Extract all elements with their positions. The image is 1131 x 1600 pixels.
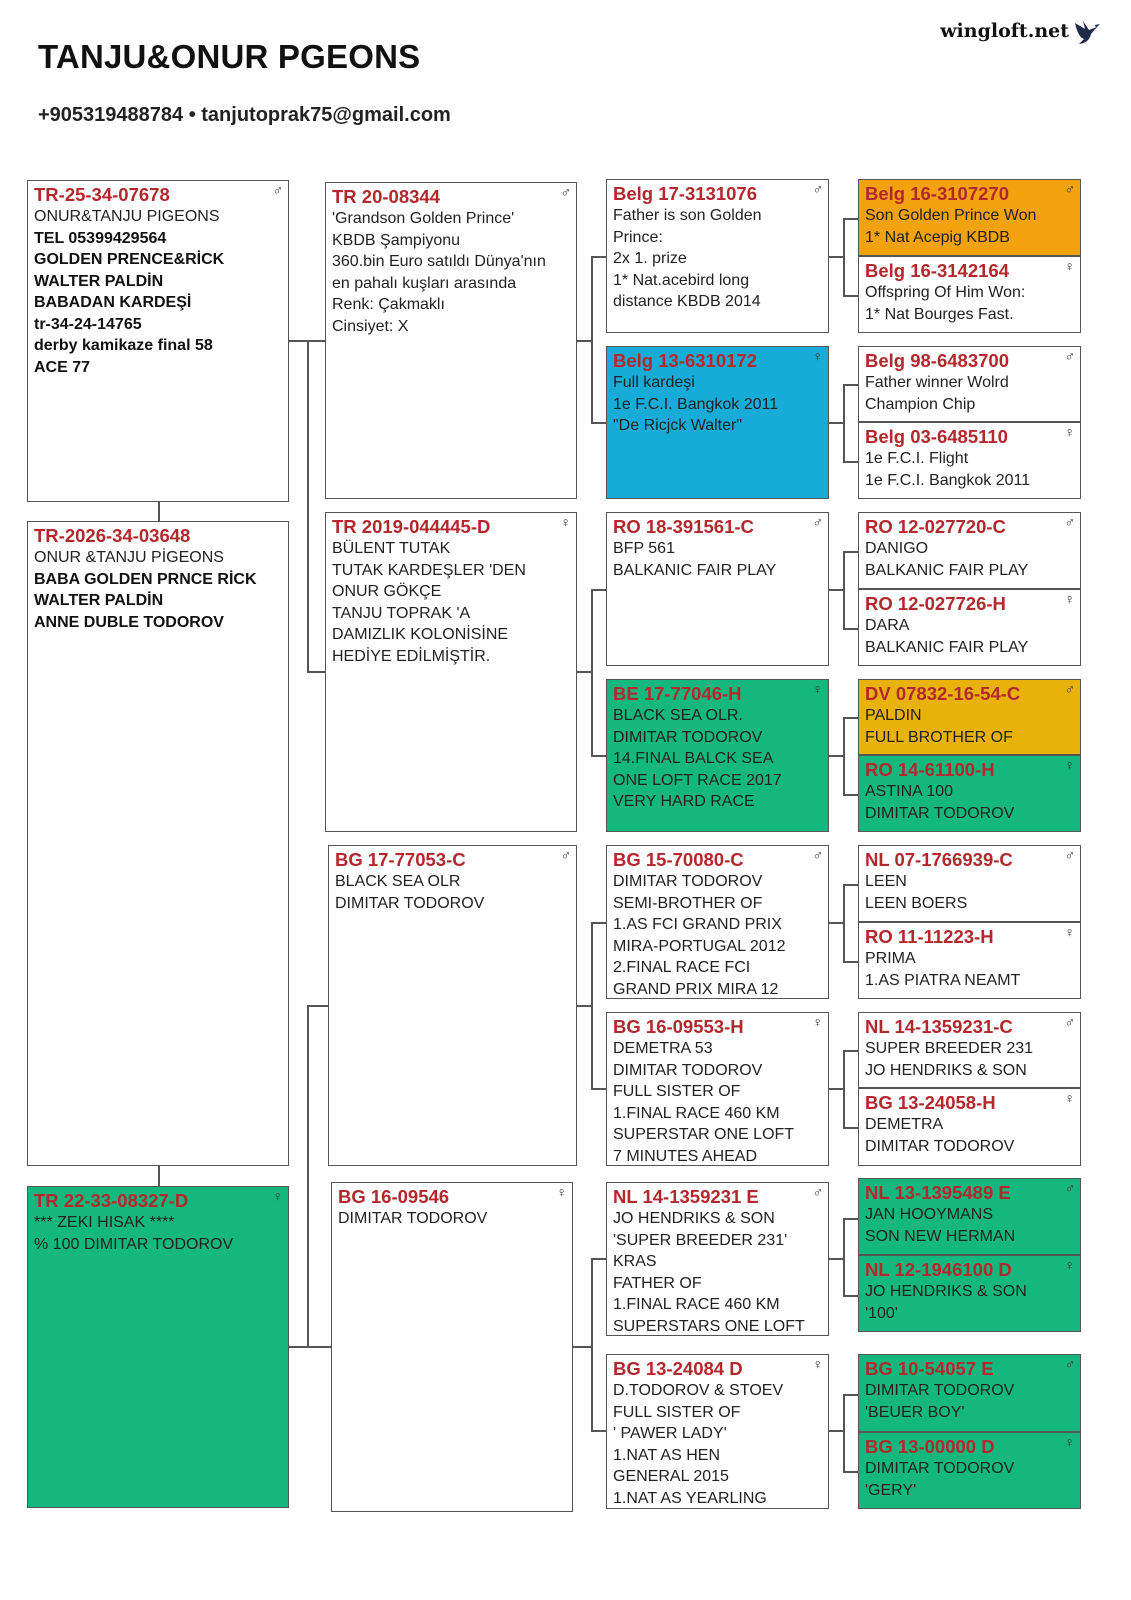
info-line: '100' bbox=[865, 1304, 898, 1322]
ring-number: BE 17-77046-H bbox=[613, 683, 742, 704]
info-line: FULL SISTER OF bbox=[613, 1083, 741, 1100]
connector-line bbox=[828, 1430, 844, 1432]
pigeon-card-g4-1[interactable] bbox=[858, 179, 1081, 256]
pigeon-card-g3-5[interactable] bbox=[606, 845, 829, 999]
ring-number: TR 22-33-08327-D bbox=[34, 1190, 189, 1211]
connector-line bbox=[843, 1050, 845, 1128]
info-line: 1e F.C.I. Bangkok 2011 bbox=[865, 471, 1031, 489]
info-line: Father winner Wolrd bbox=[865, 374, 1009, 391]
female-icon: ♀ bbox=[1064, 258, 1075, 274]
info-line: 2.FINAL RACE FCI bbox=[613, 959, 751, 976]
ring-number: TR 2019-044445-D bbox=[332, 516, 491, 537]
info-line: DIMITAR TODOROV bbox=[865, 1137, 1015, 1155]
connector-line bbox=[843, 461, 858, 463]
info-line: LEEN BOERS bbox=[865, 894, 968, 912]
info-line: DIMITAR TODOROV bbox=[613, 1061, 763, 1079]
ring-number: Belg 16-3107270 bbox=[865, 183, 1009, 204]
pigeon-card-g4-11[interactable] bbox=[858, 1012, 1081, 1088]
female-icon: ♀ bbox=[1064, 424, 1075, 440]
female-icon: ♀ bbox=[812, 1014, 823, 1030]
info-line: DIMITAR TODOROV bbox=[865, 1460, 1015, 1477]
info-line: ACE 77 bbox=[34, 358, 91, 376]
info-line: distance KBDB 2014 bbox=[613, 293, 761, 310]
male-icon: ♂ bbox=[272, 182, 283, 198]
info-line: en pahalı kuşları arasında bbox=[332, 274, 517, 292]
connector-line bbox=[843, 218, 845, 296]
connector-line bbox=[843, 1295, 858, 1297]
pigeon-card-g4-8[interactable] bbox=[858, 755, 1081, 832]
info-line: BALKANIC FAIR PLAY bbox=[865, 561, 1029, 579]
connector-line bbox=[288, 340, 308, 342]
ring-number: DV 07832-16-54-C bbox=[865, 683, 1021, 704]
info-line: derby kamikaze final 58 bbox=[34, 337, 213, 354]
info-line: VERY HARD RACE bbox=[613, 793, 755, 810]
pigeon-card-sibling[interactable] bbox=[27, 521, 289, 1166]
connector-line bbox=[828, 422, 844, 424]
ring-number: NL 14-1359231 E bbox=[613, 1186, 759, 1207]
pigeon-card-g4-14[interactable] bbox=[858, 1255, 1081, 1332]
connector-line bbox=[307, 671, 325, 673]
ring-number: Belg 13-6310172 bbox=[613, 350, 757, 371]
connector-line bbox=[288, 1346, 308, 1348]
info-line: 1.AS PIATRA NEAMT bbox=[865, 971, 1021, 989]
connector-line bbox=[591, 1258, 606, 1260]
connector-line bbox=[843, 295, 858, 297]
info-line: SUPERSTARS ONE LOFT bbox=[613, 1317, 805, 1335]
info-line: BABADAN KARDEŞİ bbox=[34, 294, 192, 311]
info-line: Offspring Of Him Won: bbox=[865, 284, 1026, 301]
connector-line bbox=[591, 1258, 593, 1431]
info-line: 'BEUER BOY' bbox=[865, 1403, 965, 1421]
pigeon-card-dam[interactable] bbox=[325, 512, 577, 832]
info-line: DEMETRA 53 bbox=[613, 1040, 713, 1057]
connector-line bbox=[307, 340, 309, 672]
ring-number: RO 11-11223-H bbox=[865, 926, 994, 947]
connector-line bbox=[591, 1088, 606, 1090]
female-icon: ♀ bbox=[812, 348, 823, 364]
info-line: ONUR GÖKÇE bbox=[332, 583, 442, 600]
info-line: 'SUPER BREEDER 231' bbox=[613, 1231, 788, 1249]
male-icon: ♂ bbox=[560, 184, 571, 200]
connector-line bbox=[843, 884, 845, 962]
info-line: 1* Nat Acepig KBDB bbox=[865, 228, 1010, 246]
ring-number: Belg 17-3131076 bbox=[613, 183, 757, 204]
info-line: FULL BROTHER OF bbox=[865, 728, 1013, 746]
connector-line bbox=[843, 1218, 845, 1296]
ring-number: BG 15-70080-C bbox=[613, 849, 744, 870]
pigeon-card-dam-main[interactable] bbox=[27, 1186, 289, 1508]
info-line: 14.FINAL BALCK SEA bbox=[613, 750, 774, 767]
info-line: DIMITAR TODOROV bbox=[335, 894, 485, 912]
connector-line bbox=[307, 1005, 309, 1347]
connector-line bbox=[843, 794, 858, 796]
info-line: 1.FINAL RACE 460 KM bbox=[613, 1104, 780, 1122]
pigeon-card-g2-3[interactable] bbox=[328, 845, 577, 1166]
connector-line bbox=[158, 1164, 160, 1186]
info-line: BÜLENT TUTAK bbox=[332, 540, 451, 557]
info-line: Renk: Çakmaklı bbox=[332, 296, 445, 313]
ring-number: NL 12-1946100 D bbox=[865, 1259, 1012, 1280]
info-line: JO HENDRIKS & SON bbox=[613, 1210, 775, 1227]
pigeon-card-g2-4[interactable] bbox=[331, 1182, 573, 1512]
ring-number: BG 13-24058-H bbox=[865, 1092, 996, 1113]
female-icon: ♀ bbox=[1064, 1434, 1075, 1450]
contact-info: +905319488784 • tanjutoprak75@gmail.com bbox=[38, 104, 451, 126]
info-line: 7 MINUTES AHEAD bbox=[613, 1147, 758, 1165]
connector-line bbox=[576, 671, 592, 673]
pigeon-card-g3-3[interactable] bbox=[606, 512, 829, 666]
connector-line bbox=[591, 922, 606, 924]
info-line: 'GERY' bbox=[865, 1481, 917, 1499]
connector-line bbox=[591, 922, 593, 1089]
pigeon-card-sire[interactable] bbox=[325, 182, 577, 499]
info-line: PALDIN bbox=[865, 707, 922, 724]
female-icon: ♀ bbox=[1064, 591, 1075, 607]
male-icon: ♂ bbox=[812, 181, 823, 197]
male-icon: ♂ bbox=[812, 514, 823, 530]
connector-line bbox=[843, 1394, 858, 1396]
male-icon: ♂ bbox=[1064, 1014, 1075, 1030]
connector-line bbox=[843, 884, 858, 886]
info-line: BALKANIC FAIR PLAY bbox=[613, 561, 777, 579]
info-line: DEMETRA bbox=[865, 1116, 944, 1133]
connector-line bbox=[843, 384, 858, 386]
info-line: FATHER OF bbox=[613, 1274, 702, 1292]
info-line: 1.NAT AS HEN bbox=[613, 1446, 720, 1464]
info-line: 'Grandson Golden Prince' bbox=[332, 210, 515, 227]
info-line: SON NEW HERMAN bbox=[865, 1227, 1016, 1245]
page-title: TANJU&ONUR PGEONS bbox=[38, 38, 421, 75]
info-line: ONE LOFT RACE 2017 bbox=[613, 771, 782, 789]
info-line: 1.AS FCI GRAND PRIX bbox=[613, 916, 782, 933]
pigeon-card-g4-5[interactable] bbox=[858, 512, 1081, 589]
ring-number: RO 14-61100-H bbox=[865, 759, 995, 780]
connector-line bbox=[843, 1394, 845, 1472]
male-icon: ♂ bbox=[1064, 1180, 1075, 1196]
info-line: 360.bin Euro satıldı Dünya'nın bbox=[332, 253, 546, 270]
female-icon: ♀ bbox=[1064, 924, 1075, 940]
info-line: Prince: bbox=[613, 228, 663, 246]
connector-line bbox=[307, 1346, 331, 1348]
female-icon: ♀ bbox=[1064, 1257, 1075, 1273]
info-line: TEL 05399429564 bbox=[34, 229, 167, 247]
info-line: JAN HOOYMANS bbox=[865, 1206, 994, 1223]
female-icon: ♀ bbox=[812, 681, 823, 697]
info-line: GRAND PRIX MIRA 12 bbox=[613, 980, 779, 998]
connector-line bbox=[828, 922, 844, 924]
connector-line bbox=[307, 1005, 328, 1007]
info-line: *** ZEKI HISAK **** bbox=[34, 1214, 175, 1231]
info-line: SUPERSTAR ONE LOFT bbox=[613, 1126, 795, 1143]
ring-number: TR 20-08344 bbox=[332, 186, 440, 207]
info-line: BFP 561 bbox=[613, 540, 675, 557]
pigeon-card-g4-13[interactable] bbox=[858, 1178, 1081, 1255]
pigeon-card-g4-10[interactable] bbox=[858, 922, 1081, 999]
info-line: PRIMA bbox=[865, 950, 916, 967]
male-icon: ♂ bbox=[1064, 514, 1075, 530]
info-line: MIRA-PORTUGAL 2012 bbox=[613, 937, 786, 955]
info-line: DIMITAR TODOROV bbox=[613, 728, 763, 746]
ring-number: NL 07-1766939-C bbox=[865, 849, 1013, 870]
connector-line bbox=[828, 256, 844, 258]
info-line: 1* Nat Bourges Fast. bbox=[865, 305, 1014, 323]
pigeon-card-g4-16[interactable] bbox=[858, 1432, 1081, 1509]
info-line: JO HENDRIKS & SON bbox=[865, 1061, 1027, 1079]
info-line: 1e F.C.I. Bangkok 2011 bbox=[613, 395, 779, 413]
female-icon: ♀ bbox=[1064, 1090, 1075, 1106]
info-line: DIMITAR TODOROV bbox=[613, 873, 763, 890]
pigeon-card-g4-12[interactable] bbox=[858, 1088, 1081, 1166]
bird-logo-icon bbox=[1071, 17, 1103, 49]
connector-line bbox=[591, 589, 606, 591]
pigeon-card-g4-3[interactable] bbox=[858, 346, 1081, 422]
male-icon: ♂ bbox=[1064, 681, 1075, 697]
ring-number: Belg 16-3142164 bbox=[865, 260, 1009, 281]
info-line: 1.FINAL RACE 460 KM bbox=[613, 1296, 780, 1313]
info-line: ONUR &TANJU PİGEONS bbox=[34, 549, 224, 566]
info-line: BLACK SEA OLR. bbox=[613, 707, 743, 724]
info-line: Father is son Golden bbox=[613, 207, 762, 224]
ring-number: BG 13-00000 D bbox=[865, 1436, 995, 1457]
info-line: DIMITAR TODOROV bbox=[865, 1382, 1015, 1399]
pigeon-card-g4-7[interactable] bbox=[858, 679, 1081, 755]
pigeon-card-subject[interactable] bbox=[27, 180, 289, 502]
pigeon-card-g4-4[interactable] bbox=[858, 422, 1081, 499]
info-line: GOLDEN PRENCE&RİCK bbox=[34, 251, 225, 268]
ring-number: NL 14-1359231-C bbox=[865, 1016, 1013, 1037]
brand-name[interactable]: wingloft.net bbox=[940, 20, 1069, 42]
info-line: GENERAL 2015 bbox=[613, 1468, 729, 1485]
male-icon: ♂ bbox=[1064, 181, 1075, 197]
connector-line bbox=[843, 717, 845, 795]
info-line: 1.NAT AS YEARLING bbox=[613, 1489, 767, 1507]
info-line: Cinsiyet: X bbox=[332, 317, 409, 335]
connector-line bbox=[843, 218, 858, 220]
connector-line bbox=[591, 256, 593, 423]
pigeon-card-g4-15[interactable] bbox=[858, 1354, 1081, 1432]
info-line: ANNE DUBLE TODOROV bbox=[34, 613, 224, 631]
ring-number: BG 13-24084 D bbox=[613, 1358, 743, 1379]
connector-line bbox=[843, 1127, 858, 1129]
info-line: 1* Nat.acebird long bbox=[613, 271, 750, 289]
male-icon: ♂ bbox=[560, 847, 571, 863]
connector-line bbox=[843, 1218, 858, 1220]
ring-number: BG 10-54057 E bbox=[865, 1358, 994, 1379]
info-line: Champion Chip bbox=[865, 395, 976, 413]
info-line: Full kardeşi bbox=[613, 374, 695, 391]
connector-line bbox=[591, 422, 606, 424]
pigeon-card-g3-7[interactable] bbox=[606, 1182, 829, 1336]
info-line: ' PAWER LADY' bbox=[613, 1425, 727, 1442]
female-icon: ♀ bbox=[812, 1356, 823, 1372]
pigeon-card-g4-6[interactable] bbox=[858, 589, 1081, 666]
female-icon: ♀ bbox=[556, 1184, 567, 1200]
connector-line bbox=[843, 384, 845, 462]
connector-line bbox=[158, 500, 160, 522]
ring-number: TR-2026-34-03648 bbox=[34, 525, 191, 546]
connector-line bbox=[307, 340, 325, 342]
info-line: "De Ricjck Walter" bbox=[613, 417, 742, 434]
female-icon: ♀ bbox=[1064, 757, 1075, 773]
info-line: KBDB Şampiyonu bbox=[332, 231, 461, 249]
info-line: % 100 DIMITAR TODOROV bbox=[34, 1235, 234, 1253]
connector-line bbox=[591, 256, 606, 258]
info-line: DAMIZLIK KOLONİSİNE bbox=[332, 626, 509, 643]
info-line: D.TODOROV & STOEV bbox=[613, 1382, 784, 1399]
connector-line bbox=[843, 717, 858, 719]
female-icon: ♀ bbox=[272, 1188, 283, 1204]
info-line: DARA bbox=[865, 617, 910, 634]
male-icon: ♂ bbox=[1064, 847, 1075, 863]
connector-line bbox=[591, 589, 593, 756]
ring-number: BG 16-09546 bbox=[338, 1186, 450, 1207]
info-line: DIMITAR TODOROV bbox=[865, 804, 1015, 822]
pigeon-card-g3-6[interactable] bbox=[606, 1012, 829, 1166]
info-line: ASTINA 100 bbox=[865, 783, 954, 800]
male-icon: ♂ bbox=[1064, 1356, 1075, 1372]
connector-line bbox=[843, 1471, 858, 1473]
info-line: FULL SISTER OF bbox=[613, 1403, 741, 1421]
pigeon-card-g3-1[interactable] bbox=[606, 179, 829, 333]
info-line: KRAS bbox=[613, 1253, 657, 1270]
female-icon: ♀ bbox=[560, 514, 571, 530]
connector-line bbox=[591, 1430, 606, 1432]
info-line: BALKANIC FAIR PLAY bbox=[865, 638, 1029, 656]
info-line: TANJU TOPRAK 'A bbox=[332, 604, 471, 622]
info-line: BABA GOLDEN PRNCE RİCK bbox=[34, 570, 257, 588]
info-line: SEMI-BROTHER OF bbox=[613, 894, 763, 912]
connector-line bbox=[828, 1088, 844, 1090]
connector-line bbox=[843, 551, 858, 553]
connector-line bbox=[843, 551, 845, 629]
info-line: WALTER PALDİN bbox=[34, 272, 164, 290]
connector-line bbox=[573, 1346, 592, 1348]
ring-number: TR-25-34-07678 bbox=[34, 184, 170, 205]
pigeon-card-g3-8[interactable] bbox=[606, 1354, 829, 1509]
pigeon-card-g3-2[interactable] bbox=[606, 346, 829, 499]
info-line: 1e F.C.I. Flight bbox=[865, 450, 969, 467]
info-line: BLACK SEA OLR bbox=[335, 873, 461, 890]
ring-number: RO 12-027726-H bbox=[865, 593, 1006, 614]
ring-number: BG 16-09553-H bbox=[613, 1016, 744, 1037]
male-icon: ♂ bbox=[1064, 348, 1075, 364]
info-line: JO HENDRIKS & SON bbox=[865, 1283, 1027, 1300]
info-line: DANIGO bbox=[865, 540, 929, 557]
connector-line bbox=[843, 628, 858, 630]
ring-number: Belg 03-6485110 bbox=[865, 426, 1008, 447]
pigeon-card-g3-4[interactable] bbox=[606, 679, 829, 832]
connector-line bbox=[828, 589, 844, 591]
ring-number: RO 18-391561-C bbox=[613, 516, 754, 537]
info-line: LEEN bbox=[865, 873, 907, 890]
info-line: DIMITAR TODOROV bbox=[338, 1210, 488, 1227]
connector-line bbox=[828, 1258, 844, 1260]
ring-number: Belg 98-6483700 bbox=[865, 350, 1009, 371]
info-line: Son Golden Prince Won bbox=[865, 207, 1037, 224]
pigeon-card-g4-2[interactable] bbox=[858, 256, 1081, 333]
ring-number: RO 12-027720-C bbox=[865, 516, 1006, 537]
info-line: SUPER BREEDER 231 bbox=[865, 1040, 1034, 1057]
connector-line bbox=[843, 961, 858, 963]
pigeon-card-g4-9[interactable] bbox=[858, 845, 1081, 922]
info-line: 2x 1. prize bbox=[613, 250, 687, 267]
male-icon: ♂ bbox=[812, 847, 823, 863]
connector-line bbox=[828, 755, 844, 757]
connector-line bbox=[576, 1005, 592, 1007]
info-line: TUTAK KARDEŞLER 'DEN bbox=[332, 561, 526, 579]
info-line: HEDİYE EDİLMİŞTİR. bbox=[332, 647, 491, 665]
info-line: tr-34-24-14765 bbox=[34, 315, 142, 333]
ring-number: BG 17-77053-C bbox=[335, 849, 466, 870]
male-icon: ♂ bbox=[812, 1184, 823, 1200]
ring-number: NL 13-1395489 E bbox=[865, 1182, 1011, 1203]
connector-line bbox=[843, 1050, 858, 1052]
info-line: ONUR&TANJU PIGEONS bbox=[34, 208, 220, 225]
info-line: WALTER PALDİN bbox=[34, 592, 164, 609]
connector-line bbox=[591, 755, 606, 757]
connector-line bbox=[576, 340, 592, 342]
